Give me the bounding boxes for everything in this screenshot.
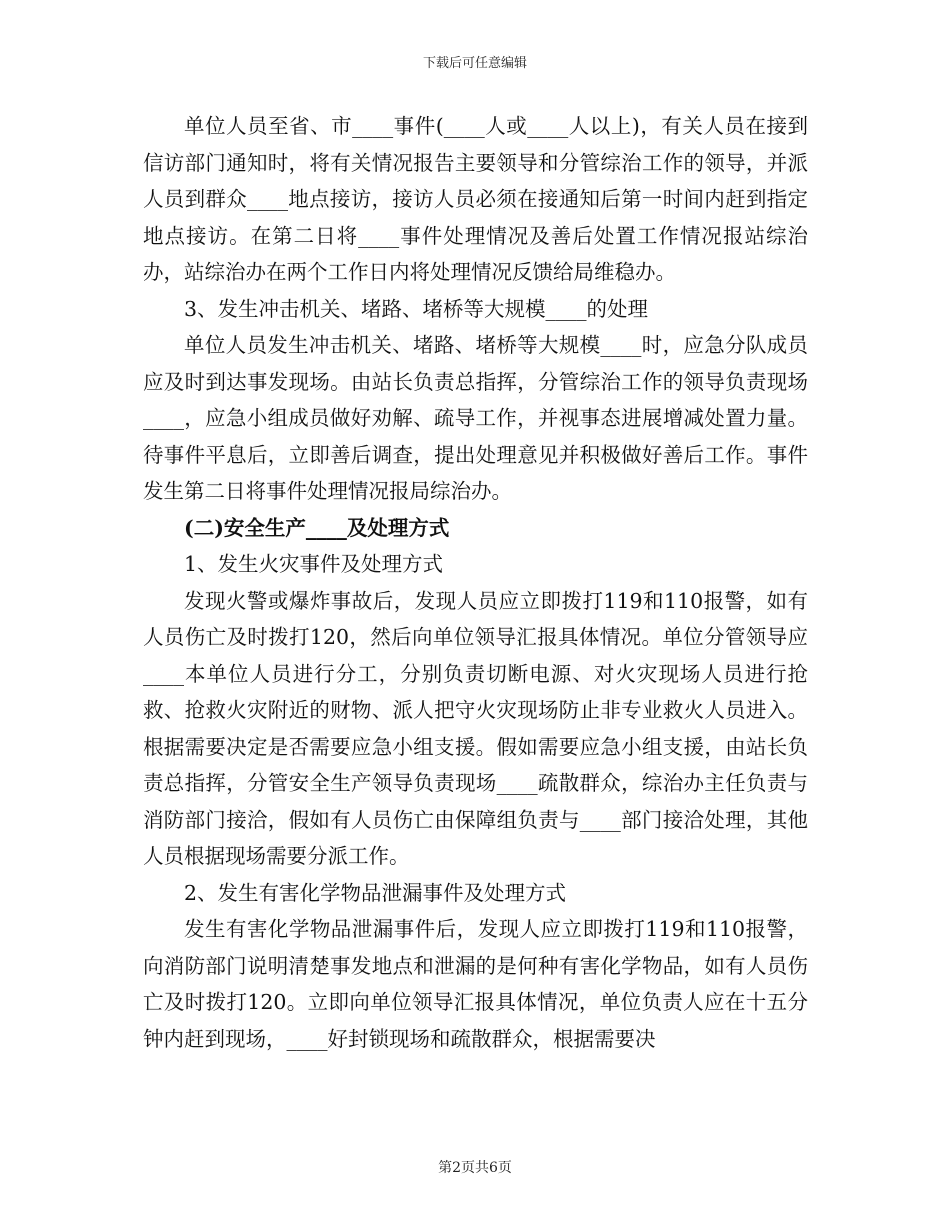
section-heading-safety: (二)安全生产____及处理方式 — [184, 515, 450, 540]
paragraph-petition-procedure: 单位人员至省、市____事件(____人或____人以上)，有关人员在接到信访部门通知时，将有关情况报告主要领导和分管综治工作的领导，并派人员到群众____地点接访，接访人员必须在接通知后第一时间内赶到指定地点接访。在第二日将____事件处理情况及善后处置工作情况报站综治办，站综治办在两个工作日内将处理情况反馈给局维稳办。 — [143, 114, 808, 284]
paragraph-mass-incident: 单位人员发生冲击机关、堵路、堵桥等大规模____时，应急分队成员应及时到达事发现场。由站长负责总指挥，分管综治工作的领导负责现场____，应急小组成员做好劝解、疏导工作，并视事态进展增减处置力量。待事件平息后，立即善后调查，提出处理意见并积极做好善后工作。事件发生第二日将事件处理情况报局综治办。 — [143, 333, 808, 503]
page-number: 第2页共6页 — [438, 1160, 512, 1176]
heading-item-3: 3、发生冲击机关、堵路、堵桥等大规模____的处理 — [184, 296, 649, 321]
document-body — [143, 108, 808, 1057]
paragraph-chemical-procedure: 发生有害化学物品泄漏事件后，发现人应立即拨打119和110报警，向消防部门说明清楚事发地点和泄漏的是何种有害化学物品，如有人员伤亡及时拨打120。立即向单位领导汇报具体情况，单位负责人应在十五分钟内赶到现场，____好封锁现场和疏散群众，根据需要决 — [143, 917, 808, 1051]
page-header: 下载后可任意编辑 — [422, 56, 527, 71]
heading-item-2-chemical: 2、发生有害化学物品泄漏事件及处理方式 — [184, 880, 567, 905]
paragraph-fire-procedure: 发现火警或爆炸事故后，发现人员应立即拨打119和110报警，如有人员伤亡及时拨打120，然后向单位领导汇报具体情况。单位分管领导应____本单位人员进行分工，分别负责切断电源、对火灾现场人员进行抢救、抢救火灾附近的财物、派人把守火灾现场防止非专业救火人员进入。根据需要决定是否需要应急小组支援。假如需要应急小组支援，由站长负责总指挥，分管安全生产领导负责现场____疏散群众，综治办主任负责与消防部门接洽，假如有人员伤亡由保障组负责与____部门接洽处理，其他人员根据现场需要分派工作。 — [143, 588, 808, 868]
heading-item-1-fire: 1、发生火灾事件及处理方式 — [184, 552, 444, 576]
